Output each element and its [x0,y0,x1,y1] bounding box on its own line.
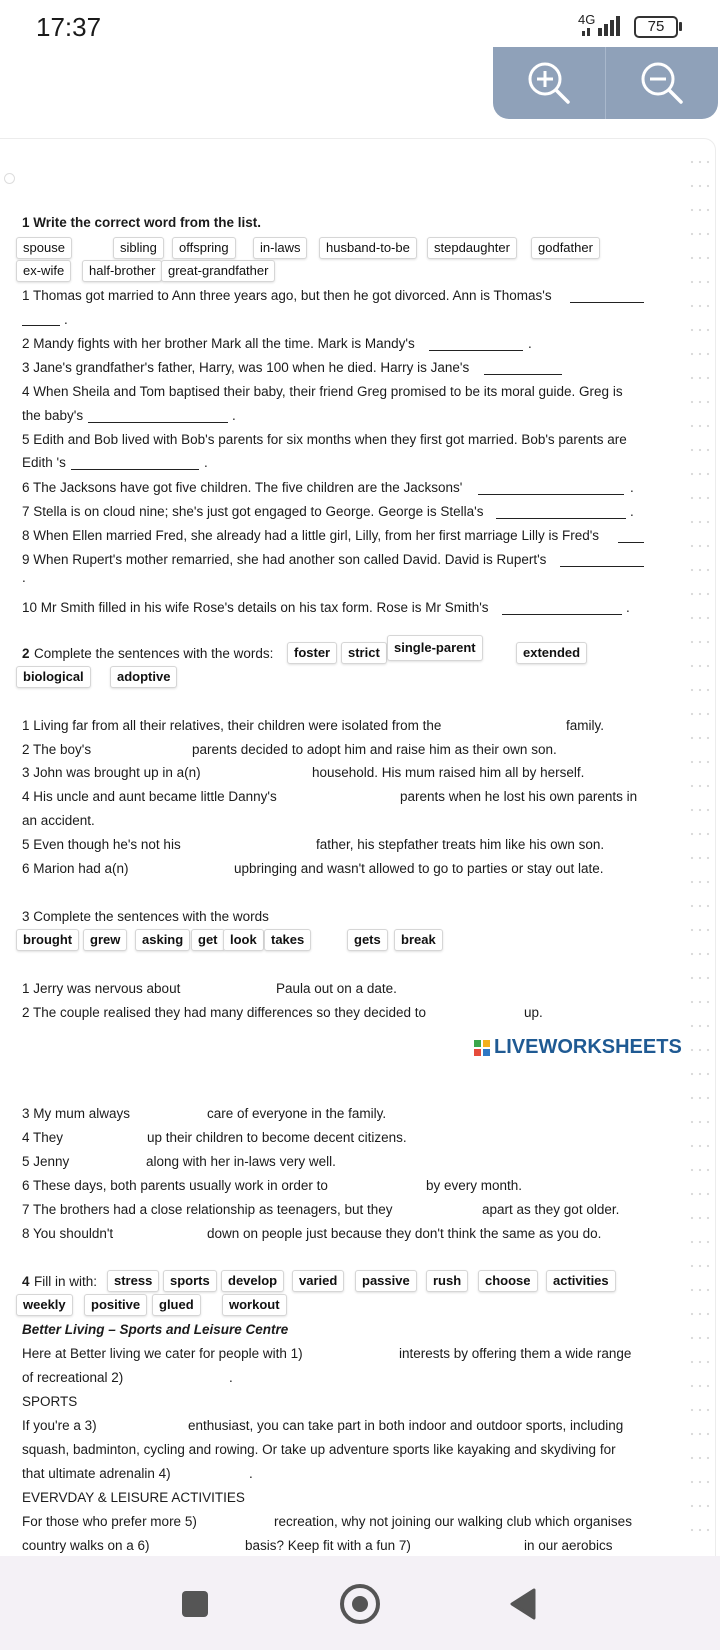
ex1-period: . [528,336,532,351]
ex4-word-passive[interactable]: passive [355,1270,417,1292]
answer-blank[interactable] [560,566,644,567]
answer-blank[interactable] [618,542,644,543]
ex4-line-1b: interests by offering them a wide range [399,1346,632,1361]
ex1-period: . [22,570,26,585]
ex3-word-grew[interactable]: grew [83,929,127,951]
ex4-period: . [249,1466,253,1481]
ex4-word-workout[interactable]: workout [222,1294,287,1316]
ex1-word-great-grandfather[interactable]: great-grandfather [161,260,275,282]
ex1-word-stepdaughter[interactable]: stepdaughter [427,237,517,259]
ex1-period: . [630,504,634,519]
home-dot-icon [352,1596,368,1612]
ex3-line-6b: by every month. [426,1178,523,1193]
zoom-divider [605,47,606,119]
answer-blank[interactable] [88,422,228,423]
ex1-line-1: 1 Thomas got married to Ann three years ago, but then he got divorced. Ann is Thomas's [22,288,552,303]
ex4-word-weekly[interactable]: weekly [16,1294,73,1316]
ex3-word-asking[interactable]: asking [135,929,190,951]
navigation-bar [0,1556,720,1650]
ex3-line-7b: apart as they got older. [482,1202,620,1217]
ex4-section-sports: SPORTS [22,1394,78,1409]
answer-blank[interactable] [502,614,622,615]
ex2-line-5b: father, his stepfather treats him like his own son. [316,837,605,852]
ex2-number: 2 [22,646,30,661]
ex2-line-5: 5 Even though he's not his [22,837,181,852]
ex3-line-5: 5 Jenny [22,1154,70,1169]
ex1-line-6: 6 The Jacksons have got five children. The five children are the Jacksons' [22,480,463,495]
ex4-line-4: that ultimate adrenalin 4) [22,1466,171,1481]
ex3-line-6: 6 These days, both parents usually work in order to [22,1178,328,1193]
liveworksheets-logo-icon [474,1040,490,1056]
ex1-line-4: 4 When Sheila and Tom baptised their baby, their friend Greg promised to be its moral guide. Greg is [22,384,623,399]
ex2-line-1: 1 Living far from all their relatives, their children were isolated from the [22,718,442,733]
liveworksheets-logo: LIVEWORKSHEETS [494,1036,682,1058]
ex1-line-4b: the baby's [22,408,84,423]
ex3-line-4: 4 They [22,1130,64,1145]
ex4-word-glued[interactable]: glued [152,1294,201,1316]
ex2-word-extended[interactable]: extended [516,642,587,664]
ex4-period: . [229,1370,233,1385]
ex3-line-8: 8 You shouldn't [22,1226,114,1241]
answer-blank[interactable] [478,494,624,495]
ex4-word-choose[interactable]: choose [478,1270,538,1292]
ex3-line-3b: care of everyone in the family. [207,1106,387,1121]
ex2-title: Complete the sentences with the words: [34,646,274,661]
ex3-word-look[interactable]: look [223,929,264,951]
ex2-word-adoptive[interactable]: adoptive [110,666,177,688]
ex2-word-foster[interactable]: foster [287,642,337,664]
ex1-word-husband-to-be[interactable]: husband-to-be [319,237,417,259]
ex1-word-ex-wife[interactable]: ex-wife [16,260,71,282]
ex4-word-varied[interactable]: varied [292,1270,344,1292]
back-button[interactable] [508,1588,536,1620]
ex4-title: Fill in with: [34,1274,98,1289]
ex3-line-4b: up their children to become decent citizens. [147,1130,407,1145]
ex1-line-2: 2 Mandy fights with her brother Mark all the time. Mark is Mandy's [22,336,415,351]
zoom-out-button[interactable] [636,57,688,109]
ex2-word-biological[interactable]: biological [16,666,91,688]
ex3-word-brought[interactable]: brought [16,929,79,951]
status-time: 17:37 [36,12,102,42]
ex4-word-rush[interactable]: rush [426,1270,468,1292]
ex1-line-10: 10 Mr Smith filled in his wife Rose's details on his tax form. Rose is Mr Smith's [22,600,489,615]
answer-blank[interactable] [22,325,60,326]
ex1-word-in-laws[interactable]: in-laws [253,237,307,259]
battery-tip [679,22,682,31]
ex1-line-5: 5 Edith and Bob lived with Bob's parents for six months when they first got married. Bob's parents are [22,432,627,447]
answer-blank[interactable] [71,469,199,470]
zoom-in-button[interactable] [523,57,575,109]
ex4-section-everyday: EVERVDAY & LEISURE ACTIVITIES [22,1490,245,1505]
recent-apps-button[interactable] [182,1591,208,1617]
ex4-line-5b: recreation, why not joining our walking club which organises [274,1514,632,1529]
ex1-period: . [64,312,68,327]
ex2-line-1b: family. [566,718,605,733]
ex2-word-single-parent[interactable]: single-parent [387,635,483,661]
ex3-line-3: 3 My mum always [22,1106,131,1121]
ex3-line-8b: down on people just because they don't think the same as you do. [207,1226,602,1241]
ex2-line-2b: parents decided to adopt him and raise him as their own son. [192,742,557,757]
ex4-word-stress[interactable]: stress [107,1270,159,1292]
answer-blank[interactable] [484,374,562,375]
battery-icon: 75 [634,16,678,38]
ex4-line-3: If you're a 3) [22,1418,97,1433]
ex2-line-3b: household. His mum raised him all by herself. [312,765,585,780]
ex3-line-7: 7 The brothers had a close relationship as teenagers, but they [22,1202,393,1217]
ex4-line-3c: squash, badminton, cycling and rowing. Or take up adventure sports like kayaking and skydiving for [22,1442,616,1457]
ex2-word-strict[interactable]: strict [341,642,387,664]
ex2-line-4b: parents when he lost his own parents in [400,789,638,804]
ex4-word-develop[interactable]: develop [221,1270,284,1292]
ex1-word-godfather[interactable]: godfather [531,237,600,259]
ex2-line-3: 3 John was brought up in a(n) [22,765,201,780]
ex1-period: . [630,480,634,495]
ex3-word-break[interactable]: break [394,929,443,951]
ex1-word-half-brother[interactable]: half-brother [82,260,162,282]
signal-icon [582,14,626,38]
ex3-word-gets[interactable]: gets [347,929,388,951]
answer-blank[interactable] [570,302,644,303]
ex1-period: . [232,408,236,423]
ex3-line-2b: up. [524,1005,543,1020]
network-type: 4G [578,12,596,27]
ex4-line-6b: basis? Keep fit with a fun 7) [245,1538,411,1553]
ex2-line-4c: an accident. [22,813,95,828]
ex1-line-8: 8 When Ellen married Fred, she already had a little girl, Lilly, from her first marriage Lilly is Fred's [22,528,600,543]
ex4-line-6c: in our aerobics [524,1538,613,1553]
ex4-word-sports[interactable]: sports [163,1270,217,1292]
ex3-word-get[interactable]: get [191,929,225,951]
ex1-line-9: 9 When Rupert's mother remarried, she had another son called David. David is Rupert's [22,552,547,567]
ex3-line-5b: along with her in-laws very well. [146,1154,336,1169]
ex1-line-5b: Edith 's [22,455,66,470]
page-marker [4,173,15,184]
page-edge-dots [688,150,712,1550]
ex4-line-1: Here at Better living we cater for people with 1) [22,1346,303,1361]
ex1-word-offspring[interactable]: offspring [172,237,236,259]
ex4-word-activities[interactable]: activities [546,1270,616,1292]
answer-blank[interactable] [496,518,626,519]
ex4-line-2: of recreational 2) [22,1370,124,1385]
ex1-period: . [626,600,630,615]
ex4-heading: Better Living – Sports and Leisure Centre [22,1322,289,1337]
zoom-panel [493,47,718,119]
ex4-word-positive[interactable]: positive [84,1294,147,1316]
ex3-line-1b: Paula out on a date. [276,981,397,996]
ex3-line-1: 1 Jerry was nervous about [22,981,181,996]
answer-blank[interactable] [429,350,523,351]
ex1-word-sibling[interactable]: sibling [113,237,164,259]
ex4-line-5: For those who prefer more 5) [22,1514,197,1529]
ex4-line-3b: enthusiast, you can take part in both indoor and outdoor sports, including [188,1418,624,1433]
ex3-word-takes[interactable]: takes [264,929,311,951]
home-button[interactable] [340,1584,380,1624]
ex4-line-6: country walks on a 6) [22,1538,150,1553]
ex3-title: 3 Complete the sentences with the words [22,909,269,924]
ex1-line-7: 7 Stella is on cloud nine; she's just got engaged to George. George is Stella's [22,504,484,519]
ex2-line-4: 4 His uncle and aunt became little Danny's [22,789,277,804]
ex4-number: 4 [22,1274,30,1289]
ex2-line-6: 6 Marion had a(n) [22,861,129,876]
ex2-line-6b: upbringing and wasn't allowed to go to parties or stay out late. [234,861,604,876]
ex1-period: . [204,455,208,470]
ex2-line-2: 2 The boy's [22,742,92,757]
ex1-word-spouse[interactable]: spouse [16,237,72,259]
ex1-line-3: 3 Jane's grandfather's father, Harry, was 100 when he died. Harry is Jane's [22,360,470,375]
ex1-title: 1 Write the correct word from the list. [22,215,262,230]
ex3-line-2: 2 The couple realised they had many differences so they decided to [22,1005,427,1020]
